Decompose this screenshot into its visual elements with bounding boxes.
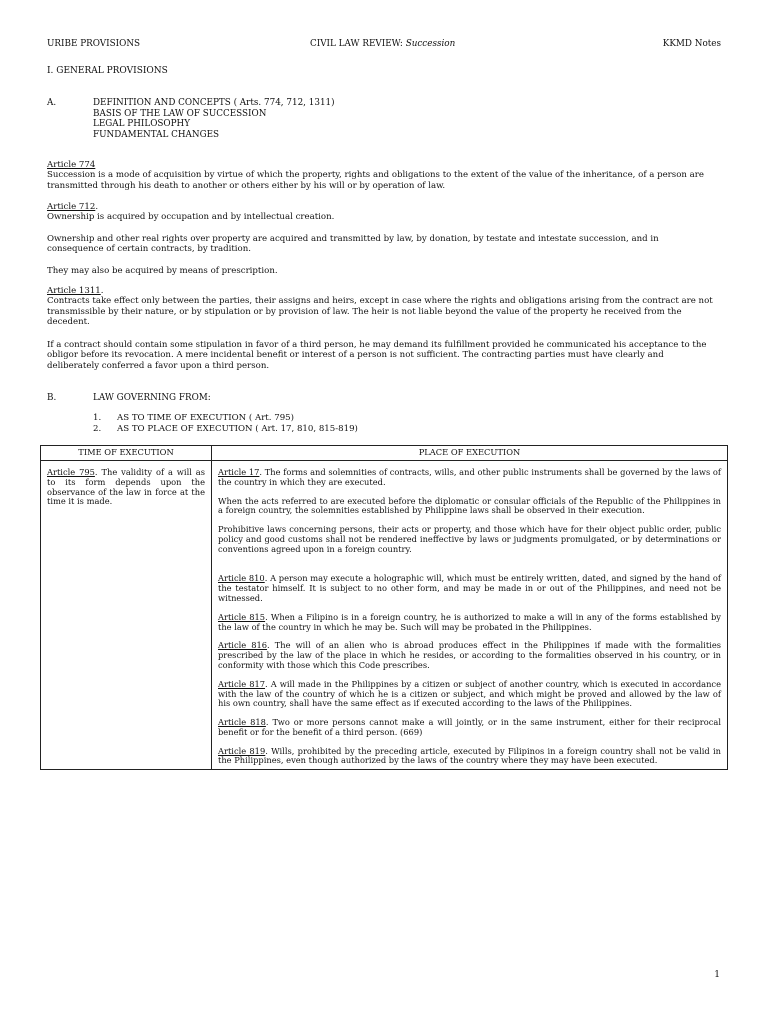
article-ref: Article 17 bbox=[218, 467, 260, 477]
article-heading: Article 1311 bbox=[47, 286, 101, 296]
subsection-b-letter: B. bbox=[47, 393, 57, 403]
article-heading-suffix: . bbox=[100, 286, 104, 296]
time-cell bbox=[41, 461, 212, 770]
article-text: . When a Filipino is in a foreign country, he is authorized to make a will in any of the forms established by the law of the country in which he may be. Such will may be probated in the Philippines. bbox=[218, 611, 721, 632]
page-number: 1 bbox=[714, 970, 720, 980]
article-heading: Article 712 bbox=[47, 202, 96, 212]
place-paragraph bbox=[218, 641, 721, 670]
article-ref: Article 810 bbox=[218, 573, 265, 584]
place-paragraph bbox=[218, 747, 721, 767]
article-text: When the acts referred to are executed before the diplomatic or consular officials of the Republic of the Philippines in a foreign country, the solemnities established by Philippine laws shall be observed in their execution. bbox=[218, 495, 721, 516]
subsection-a-item: FUNDAMENTAL CHANGES bbox=[93, 130, 220, 140]
place-paragraph bbox=[218, 613, 721, 633]
column-header-place: PLACE OF EXECUTION bbox=[212, 446, 728, 461]
article-text: . A person may execute a holographic will, which must be entirely written, dated, and signed by the hand of the testator himself. It is subject to no other form, and may be made in or out of the Philippines, and need not be witnessed. bbox=[218, 573, 722, 604]
article-heading: Article 774 bbox=[47, 160, 96, 170]
article-text: If a contract should contain some stipulation in favor of a third person, he may demand its fulfillment provided he communicated his acceptance to the obligor before its revocation. A mere incidental benefit or interest of a person is not sufficient. The contracting parties must have clearly and deliberately conferred a favor upon a third person. bbox=[47, 340, 707, 371]
subsection-a-letter: A. bbox=[47, 98, 57, 108]
article-text: Succession is a mode of acquisition by virtue of which the property, rights and obligations to the extent of the value of the inheritance, of a person are transmitted through his death to another or others either by his will or by operation of law. bbox=[47, 170, 704, 191]
article-ref: Article 815 bbox=[218, 611, 266, 622]
article-ref: Article 819 bbox=[218, 745, 266, 756]
subsection-b-title: LAW GOVERNING FROM: bbox=[93, 393, 211, 403]
header-center-prefix: CIVIL LAW REVIEW: bbox=[310, 39, 403, 49]
place-paragraph bbox=[218, 525, 721, 554]
section-title: I. GENERAL PROVISIONS bbox=[47, 66, 168, 76]
place-cell bbox=[212, 461, 728, 770]
header-left: URIBE PROVISIONS bbox=[47, 39, 141, 49]
execution-table bbox=[40, 445, 728, 770]
header-center bbox=[310, 39, 455, 50]
article-text: . Two or more persons cannot make a will jointly, or in the same instrument, either for their reciprocal benefit or for the benefit of a third person. (669) bbox=[218, 717, 721, 737]
list-item: AS TO PLACE OF EXECUTION ( Art. 17, 810, 815-819) bbox=[117, 424, 358, 434]
header-center-italic: Succession bbox=[405, 39, 456, 49]
table-row bbox=[41, 461, 728, 770]
place-paragraph bbox=[218, 574, 721, 603]
article-text: . The validity of a will as to its form depends upon the observance of the law in force at the time it is made. bbox=[47, 467, 205, 507]
place-paragraph bbox=[218, 718, 721, 738]
subsection-a-item: DEFINITION AND CONCEPTS ( Arts. 774, 712, 1311) bbox=[93, 98, 335, 108]
table-header-row bbox=[41, 446, 728, 461]
article-text: Ownership is acquired by occupation and by intellectual creation. bbox=[47, 212, 335, 223]
list-number: 2. bbox=[93, 424, 102, 434]
place-paragraph bbox=[218, 468, 721, 488]
article-712 bbox=[47, 202, 715, 223]
list-number: 1. bbox=[93, 413, 102, 423]
place-paragraph bbox=[218, 680, 721, 709]
article-ref: Article 795 bbox=[47, 467, 95, 477]
article-text: Ownership and other real rights over property are acquired and transmitted by law, by donation, by testate and intestate succession, and in consequence of certain contracts, by tradition. bbox=[47, 234, 659, 255]
article-text: Contracts take effect only between the parties, their assigns and heirs, except in case where the rights and obligations arising from the contract are not transmissible by their nature, or by stipulation or by provision of law. The heir is not liable beyond the value of the property he received from the decedent. bbox=[47, 296, 713, 328]
subsection-a-item: BASIS OF THE LAW OF SUCCESSION bbox=[93, 109, 267, 119]
article-1311 bbox=[47, 286, 715, 328]
column-header-time: TIME OF EXECUTION bbox=[41, 446, 212, 461]
article-ref: Article 817 bbox=[218, 678, 266, 689]
article-text: . The will of an alien who is abroad produces effect in the Philippines if made with the formalities prescribed by the law of the place in which he resides, or according to the formalities observed in his country, or in conformity with those which this Code prescribes. bbox=[218, 640, 721, 670]
article-text: They may also be acquired by means of prescription. bbox=[47, 266, 278, 276]
article-heading-suffix: . bbox=[95, 202, 99, 212]
list-item: AS TO TIME OF EXECUTION ( Art. 795) bbox=[117, 413, 294, 423]
article-text: . A will made in the Philippines by a citizen or subject of another country, which is executed in accordance with the law of the country of which he is a citizen or subject, and which might be proved and allowed by the law of his own country, shall have the same effect as if executed according to the laws of the Philippines. bbox=[218, 678, 721, 709]
article-text: . The forms and solemnities of contracts, wills, and other public instruments shall be governed by the laws of the country in which they are executed. bbox=[218, 467, 721, 487]
article-ref: Article 816 bbox=[218, 640, 268, 651]
article-712-p3 bbox=[47, 266, 715, 276]
article-1311-p2 bbox=[47, 340, 715, 371]
header-right: KKMD Notes bbox=[662, 39, 721, 49]
place-paragraph bbox=[218, 497, 721, 517]
article-712-p2 bbox=[47, 234, 715, 255]
article-ref: Article 818 bbox=[218, 717, 266, 728]
article-text: Prohibitive laws concerning persons, their acts or property, and those which have for their object public order, public policy and good customs shall not be rendered ineffective by laws or judgments promulgated, or by determinations or conventions agreed upon in a foreign country. bbox=[218, 524, 721, 554]
article-text: . Wills, prohibited by the preceding article, executed by Filipinos in a foreign country shall not be valid in the Philippines, even though authorized by the laws of the country where they may have been executed. bbox=[218, 745, 721, 766]
article-774 bbox=[47, 160, 715, 191]
subsection-a-item: LEGAL PHILOSOPHY bbox=[93, 119, 191, 129]
